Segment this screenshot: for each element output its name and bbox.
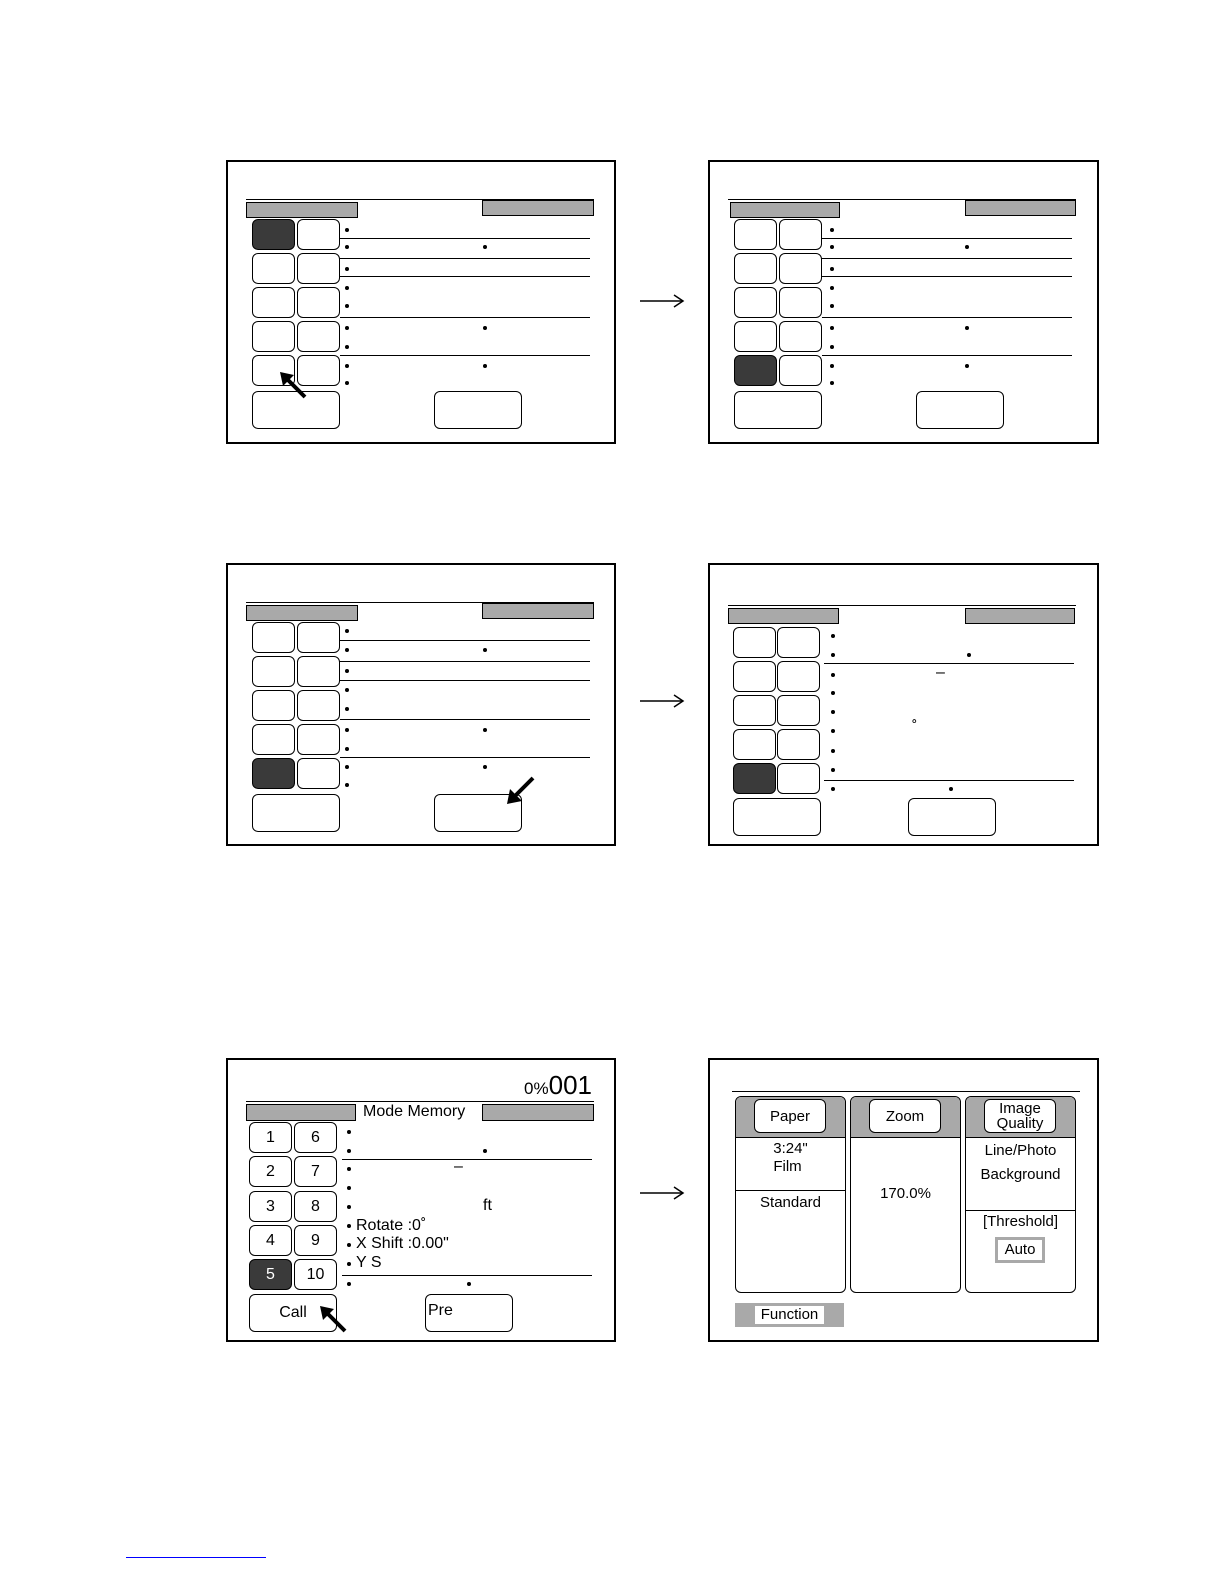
call-button[interactable] bbox=[733, 798, 821, 836]
iq-threshold: [Threshold] bbox=[982, 1213, 1059, 1230]
pre-button[interactable] bbox=[916, 391, 1004, 429]
auto-label: Auto bbox=[998, 1240, 1042, 1260]
screen-2-before bbox=[226, 563, 616, 846]
memory-key-2[interactable] bbox=[734, 253, 777, 284]
iq-label-line1: Image bbox=[999, 1100, 1041, 1117]
memory-key-2[interactable]: 2 bbox=[249, 1156, 292, 1187]
image-quality-button[interactable] bbox=[984, 1099, 1056, 1133]
memory-key-10[interactable] bbox=[777, 763, 820, 794]
dash-mark: – bbox=[936, 664, 945, 681]
memory-key-5[interactable] bbox=[734, 355, 777, 386]
screen-1-after bbox=[708, 160, 1099, 444]
memory-key-7[interactable] bbox=[777, 661, 820, 692]
memory-key-6[interactable] bbox=[297, 219, 340, 250]
flow-arrow-icon bbox=[640, 1185, 686, 1201]
flow-arrow-icon bbox=[640, 693, 686, 709]
pointer-arrow-icon bbox=[318, 1304, 348, 1334]
memory-key-8[interactable] bbox=[779, 287, 822, 318]
memory-key-2[interactable] bbox=[733, 661, 776, 692]
pre-label: Pre bbox=[428, 1302, 453, 1319]
memory-key-6[interactable]: 6 bbox=[294, 1122, 337, 1153]
memory-key-6[interactable] bbox=[297, 622, 340, 653]
pre-button[interactable] bbox=[425, 1294, 513, 1332]
memory-key-2[interactable] bbox=[252, 656, 295, 687]
call-button[interactable]: Call bbox=[249, 1294, 337, 1332]
memory-key-10[interactable] bbox=[779, 355, 822, 386]
memory-key-5[interactable] bbox=[733, 763, 776, 794]
memory-key-7[interactable] bbox=[297, 253, 340, 284]
memory-key-10[interactable]: 10 bbox=[294, 1259, 337, 1290]
memory-key-5[interactable]: 5 bbox=[249, 1259, 292, 1290]
memory-key-7[interactable] bbox=[297, 656, 340, 687]
memory-key-8[interactable] bbox=[297, 690, 340, 721]
iq-label-line2: Quality bbox=[996, 1115, 1044, 1132]
ft-text: ft bbox=[483, 1197, 492, 1214]
memory-key-7[interactable] bbox=[779, 253, 822, 284]
degree-mark: ˚ bbox=[912, 719, 918, 736]
zoom-button[interactable] bbox=[869, 1099, 941, 1133]
call-button[interactable] bbox=[734, 391, 822, 429]
pointer-arrow-icon bbox=[504, 775, 536, 807]
yshift-text: Y S bbox=[356, 1254, 382, 1271]
zoom-label: Zoom bbox=[885, 1107, 925, 1125]
paper-type: Film bbox=[773, 1158, 802, 1175]
pre-button[interactable] bbox=[434, 391, 522, 429]
footer-link-line[interactable] bbox=[126, 1557, 266, 1558]
memory-key-10[interactable] bbox=[297, 758, 340, 789]
screen-1-before bbox=[226, 160, 616, 444]
function-label: Function bbox=[755, 1306, 824, 1324]
screen-2-after bbox=[708, 563, 1099, 846]
pre-button[interactable] bbox=[908, 798, 996, 836]
memory-key-6[interactable] bbox=[777, 627, 820, 658]
memory-key-1[interactable] bbox=[252, 219, 295, 250]
memory-key-8[interactable]: 8 bbox=[294, 1191, 337, 1222]
iq-background: Background bbox=[980, 1166, 1061, 1183]
memory-key-5[interactable] bbox=[252, 758, 295, 789]
memory-key-3[interactable] bbox=[252, 287, 295, 318]
function-button[interactable] bbox=[735, 1303, 844, 1327]
memory-key-1[interactable] bbox=[733, 627, 776, 658]
memory-key-9[interactable] bbox=[779, 321, 822, 352]
memory-key-3[interactable] bbox=[734, 287, 777, 318]
memory-key-8[interactable] bbox=[297, 287, 340, 318]
zoom-column bbox=[850, 1096, 961, 1293]
pointer-arrow-icon bbox=[278, 370, 308, 400]
copy-counter bbox=[524, 1070, 592, 1101]
memory-key-8[interactable] bbox=[777, 695, 820, 726]
memory-key-4[interactable]: 4 bbox=[249, 1225, 292, 1256]
memory-key-9[interactable] bbox=[297, 321, 340, 352]
counter-value: 001 bbox=[548, 1070, 592, 1100]
memory-key-4[interactable] bbox=[252, 724, 295, 755]
image-quality-column bbox=[965, 1096, 1076, 1293]
xshift-text: X Shift :0.00" bbox=[356, 1235, 449, 1252]
screen-3-mode-memory bbox=[226, 1058, 616, 1342]
memory-key-2[interactable] bbox=[252, 253, 295, 284]
iq-mode: Line/Photo bbox=[984, 1142, 1057, 1159]
right-header-bar bbox=[482, 200, 594, 216]
memory-key-1[interactable]: 1 bbox=[249, 1122, 292, 1153]
memory-key-9[interactable] bbox=[777, 729, 820, 760]
screen-4-basic bbox=[708, 1058, 1099, 1342]
memory-key-3[interactable]: 3 bbox=[249, 1191, 292, 1222]
dash-text: – bbox=[454, 1158, 463, 1175]
memory-key-9[interactable] bbox=[297, 724, 340, 755]
rotate-text: Rotate :0˚ bbox=[356, 1217, 427, 1234]
memory-key-1[interactable] bbox=[734, 219, 777, 250]
paper-size: 3:24" bbox=[773, 1140, 808, 1157]
memory-key-9[interactable]: 9 bbox=[294, 1225, 337, 1256]
paper-column bbox=[735, 1096, 846, 1293]
zoom-value: 170.0% bbox=[880, 1185, 931, 1202]
memory-key-1[interactable] bbox=[252, 622, 295, 653]
memory-key-3[interactable] bbox=[733, 695, 776, 726]
memory-key-4[interactable] bbox=[252, 321, 295, 352]
memory-key-4[interactable] bbox=[733, 729, 776, 760]
memory-key-4[interactable] bbox=[734, 321, 777, 352]
left-header-bar bbox=[246, 202, 358, 218]
paper-label: Paper bbox=[769, 1107, 811, 1125]
screen-title: Mode Memory bbox=[363, 1103, 466, 1120]
paper-button[interactable] bbox=[754, 1099, 826, 1133]
auto-button[interactable] bbox=[995, 1237, 1045, 1263]
memory-key-6[interactable] bbox=[779, 219, 822, 250]
call-button[interactable] bbox=[252, 794, 340, 832]
paper-standard: Standard bbox=[760, 1194, 821, 1211]
counter-prefix: 0% bbox=[524, 1079, 549, 1098]
memory-key-7[interactable]: 7 bbox=[294, 1156, 337, 1187]
memory-key-3[interactable] bbox=[252, 690, 295, 721]
flow-arrow-icon bbox=[640, 293, 686, 309]
